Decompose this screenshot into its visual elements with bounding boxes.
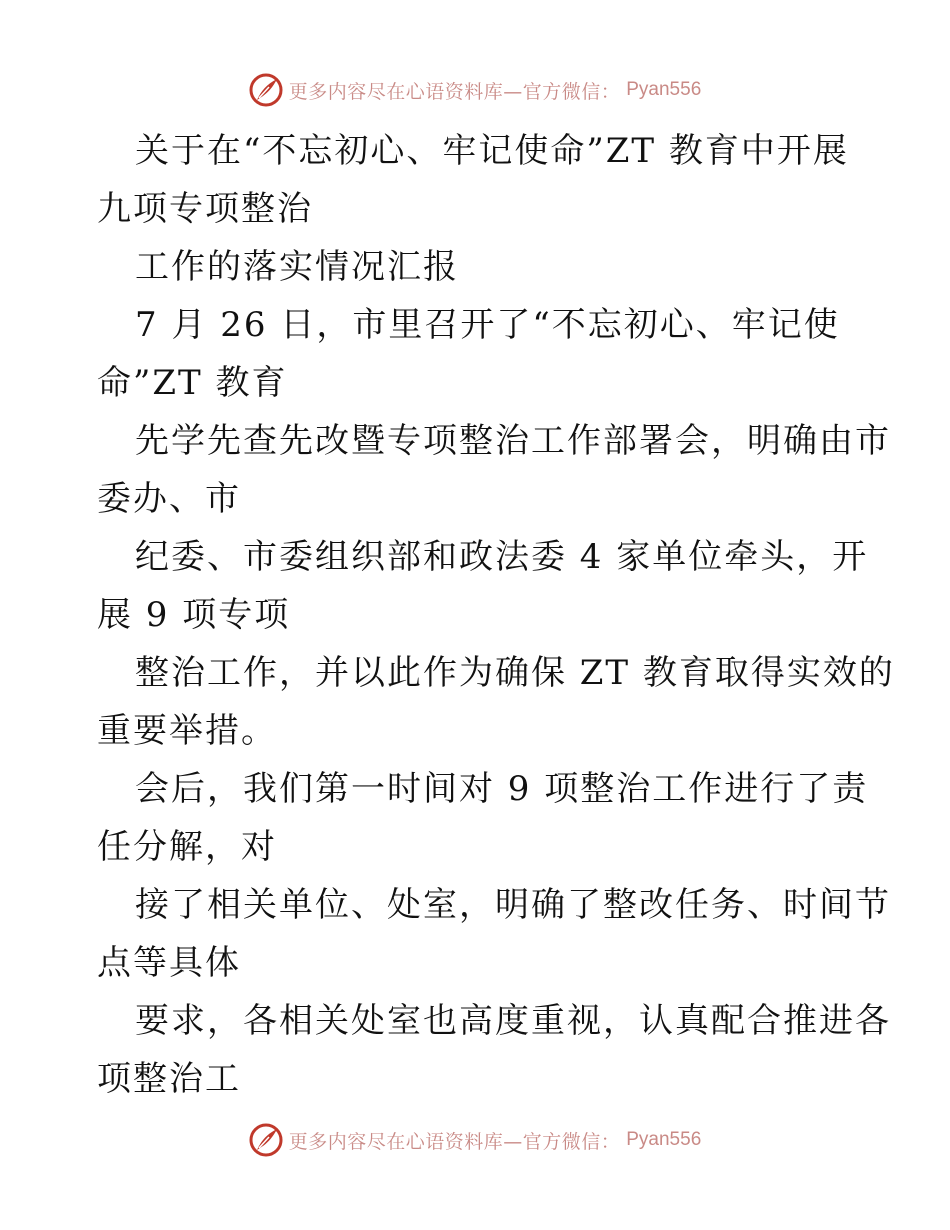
text-line: 点等具体 xyxy=(97,943,241,983)
text-line: 会后，我们第一时间对 9 项整治工作进行了责 xyxy=(135,769,869,809)
watermark-account: Pyan556 xyxy=(626,1129,702,1150)
watermark-footer xyxy=(0,1120,950,1160)
text-line: 工作的落实情况汇报 xyxy=(135,247,459,287)
text-line: 接了相关单位、处室，明确了整改任务、时间节 xyxy=(135,885,891,925)
text-line: 任分解，对 xyxy=(97,827,277,867)
quill-logo-icon xyxy=(249,1123,283,1157)
text-line: 纪委、市委组织部和政法委 4 家单位牵头，开 xyxy=(135,537,869,577)
text-line: 委办、市 xyxy=(97,479,241,519)
text-line: 命”ZT 教育 xyxy=(97,363,288,403)
watermark-text: 更多内容尽在心语资料库—官方微信： xyxy=(288,1130,621,1153)
text-line: 九项专项整治 xyxy=(97,189,313,229)
text-line: 7 月 26 日，市里召开了“不忘初心、牢记使 xyxy=(135,305,840,345)
watermark-header xyxy=(0,70,950,110)
text-line: 重要举措。 xyxy=(97,711,277,751)
quill-logo-icon xyxy=(249,73,283,107)
watermark-text: 更多内容尽在心语资料库—官方微信： xyxy=(288,80,621,103)
document-body xyxy=(97,122,895,1108)
text-line: 先学先查先改暨专项整治工作部署会，明确由市 xyxy=(135,421,891,461)
text-line: 整治工作，并以此作为确保 ZT 教育取得实效的 xyxy=(135,653,895,693)
text-line: 项整治工 xyxy=(97,1059,241,1099)
text-line: 展 9 项专项 xyxy=(97,595,291,635)
text-line: 关于在“不忘初心、牢记使命”ZT 教育中开展 xyxy=(135,131,849,171)
watermark-account: Pyan556 xyxy=(626,79,702,100)
text-line: 要求，各相关处室也高度重视，认真配合推进各 xyxy=(135,1001,891,1041)
